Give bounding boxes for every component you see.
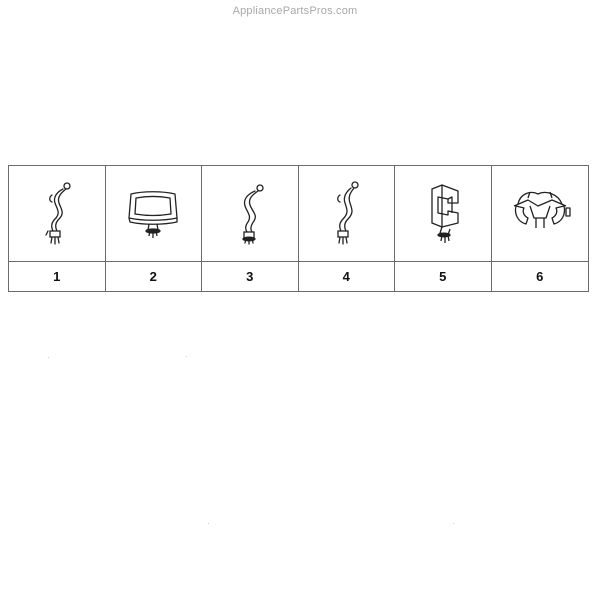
part-number-5: 5 [395, 261, 492, 291]
part-number-1: 1 [9, 261, 106, 291]
scan-speck [186, 356, 187, 357]
c-bracket-clip-icon [418, 179, 468, 249]
wire-clip-hook-icon [37, 179, 77, 249]
part-5-image [395, 166, 492, 261]
part-number-3: 3 [202, 261, 299, 291]
part-4-image [299, 166, 396, 261]
wire-clip-hook-icon [230, 179, 270, 249]
part-number-2: 2 [106, 261, 203, 291]
scan-speck [453, 523, 454, 524]
part-6-image [492, 166, 589, 261]
part-3-image [202, 166, 299, 261]
scan-speck [48, 357, 49, 358]
parts-table [8, 165, 589, 292]
part-number-4: 4 [299, 261, 396, 291]
scan-speck [208, 523, 209, 524]
part-2-image [106, 166, 203, 261]
part-1-image [9, 166, 106, 261]
saddle-clamp-icon [508, 184, 572, 244]
watermark: AppliancePartsPros.com [232, 5, 358, 17]
part-number-6: 6 [492, 261, 589, 291]
wire-clip-hook-icon [326, 179, 366, 249]
rectangular-loop-clip-icon [123, 184, 183, 244]
